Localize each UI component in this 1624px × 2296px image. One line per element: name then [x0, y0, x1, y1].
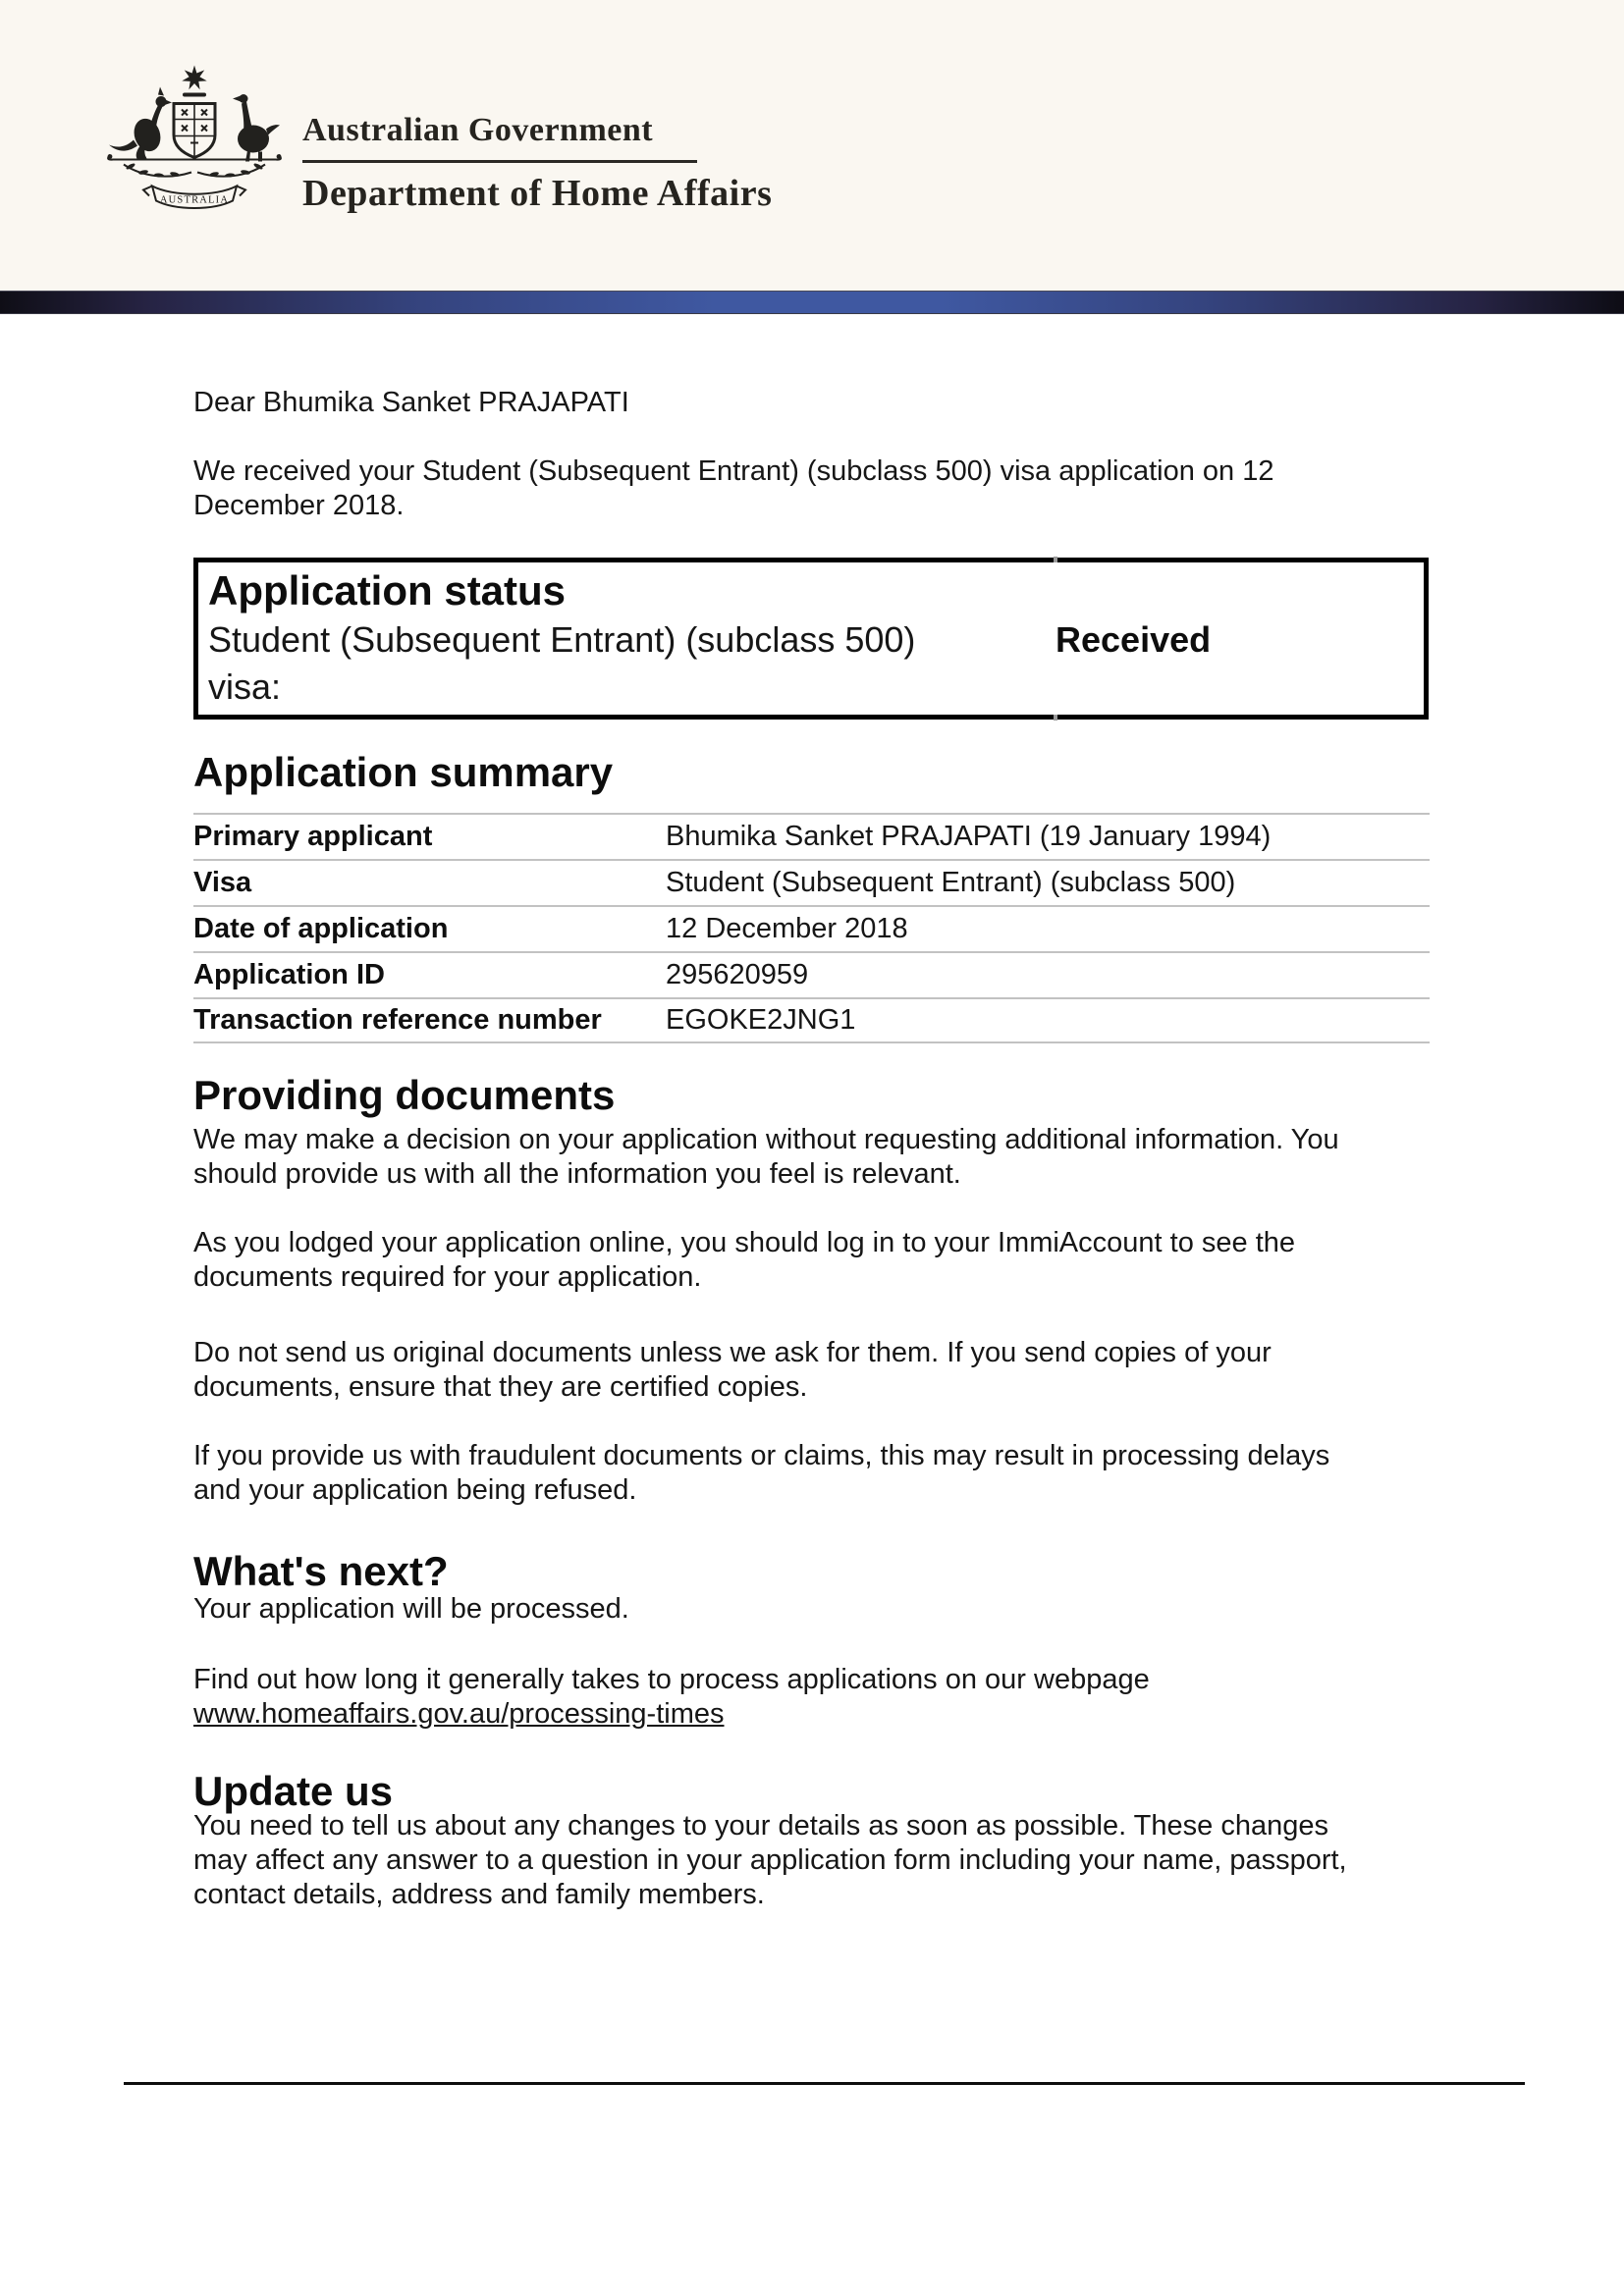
summary-heading: Application summary [193, 749, 614, 795]
row-label: Date of application [193, 913, 449, 944]
processing-times-link[interactable]: www.homeaffairs.gov.au/processing-times [193, 1698, 725, 1730]
status-visa-label: Student (Subsequent Entrant) (subclass 500) visa: [208, 619, 916, 707]
emu-icon [233, 94, 280, 162]
table-row [193, 997, 1430, 1043]
update-us-heading: Update us [193, 1768, 394, 1814]
find-out-paragraph [193, 1663, 1430, 1732]
whats-next-heading: What's next? [193, 1548, 449, 1594]
paragraph: As you lodged your application online, you should log in to your ImmiAccount to see the documents required for your application. [193, 1227, 1296, 1293]
row-value: Bhumika Sanket PRAJAPATI (19 January 1994) [666, 821, 1272, 852]
processed-line: Your application will be processed. [193, 1593, 629, 1625]
table-row [193, 859, 1430, 905]
shield-icon [174, 104, 215, 158]
row-label: Transaction reference number [193, 1004, 602, 1036]
header-divider [302, 160, 697, 163]
wattle-leaves [126, 162, 264, 178]
kangaroo-icon [109, 87, 172, 160]
table-row [193, 905, 1430, 951]
row-value: 12 December 2018 [666, 913, 908, 944]
table-row [193, 813, 1430, 859]
paragraph: Do not send us original documents unless we ask for them. If you send copies of your documents, ensure that they are certified copies. [193, 1337, 1272, 1403]
box-notch-bottom [1054, 715, 1057, 721]
australia-banner-text: AUSTRALIA [159, 194, 230, 206]
row-label: Primary applicant [193, 821, 433, 852]
header-lockup [302, 108, 772, 218]
coat-of-arms-icon [96, 63, 293, 218]
department-title: Department of Home Affairs [302, 173, 773, 214]
providing-documents-heading: Providing documents [193, 1072, 616, 1118]
update-us-paragraph: You need to tell us about any changes to your details as soon as possible. These changes may affect any answer to a question in your application form including your name, passport, contact details, address and family members. [193, 1810, 1347, 1910]
application-status-box [193, 558, 1429, 720]
find-out-line: Find out how long it generally takes to process applications on our webpage [193, 1664, 1150, 1695]
paragraph: We may make a decision on your application without requesting additional information. You should provide us with all the information you feel is relevant. [193, 1124, 1339, 1190]
greeting: Dear Bhumika Sanket PRAJAPATI [193, 387, 629, 418]
footer-rule [124, 2082, 1525, 2085]
row-label: Application ID [193, 959, 385, 990]
header-band [0, 291, 1624, 314]
star-icon [182, 66, 206, 90]
box-notch-top [1054, 557, 1057, 562]
australia-banner [143, 187, 245, 209]
row-label: Visa [193, 867, 252, 898]
row-value: 295620959 [666, 959, 809, 990]
paragraph: If you provide us with fraudulent documents or claims, this may result in processing delays and your application being refused. [193, 1440, 1330, 1506]
government-title: Australian Government [302, 112, 654, 148]
status-box-title: Application status [208, 567, 567, 614]
summary-table [193, 813, 1430, 1043]
intro-paragraph: We received your Student (Subsequent Entrant) (subclass 500) visa application on 12 December 2018. [193, 455, 1274, 521]
header [0, 0, 1624, 291]
row-value: Student (Subsequent Entrant) (subclass 500) [666, 867, 1236, 898]
status-row [208, 616, 1424, 711]
status-value: Received [1056, 619, 1212, 660]
table-row [193, 951, 1430, 997]
row-value: EGOKE2JNG1 [666, 1004, 856, 1036]
